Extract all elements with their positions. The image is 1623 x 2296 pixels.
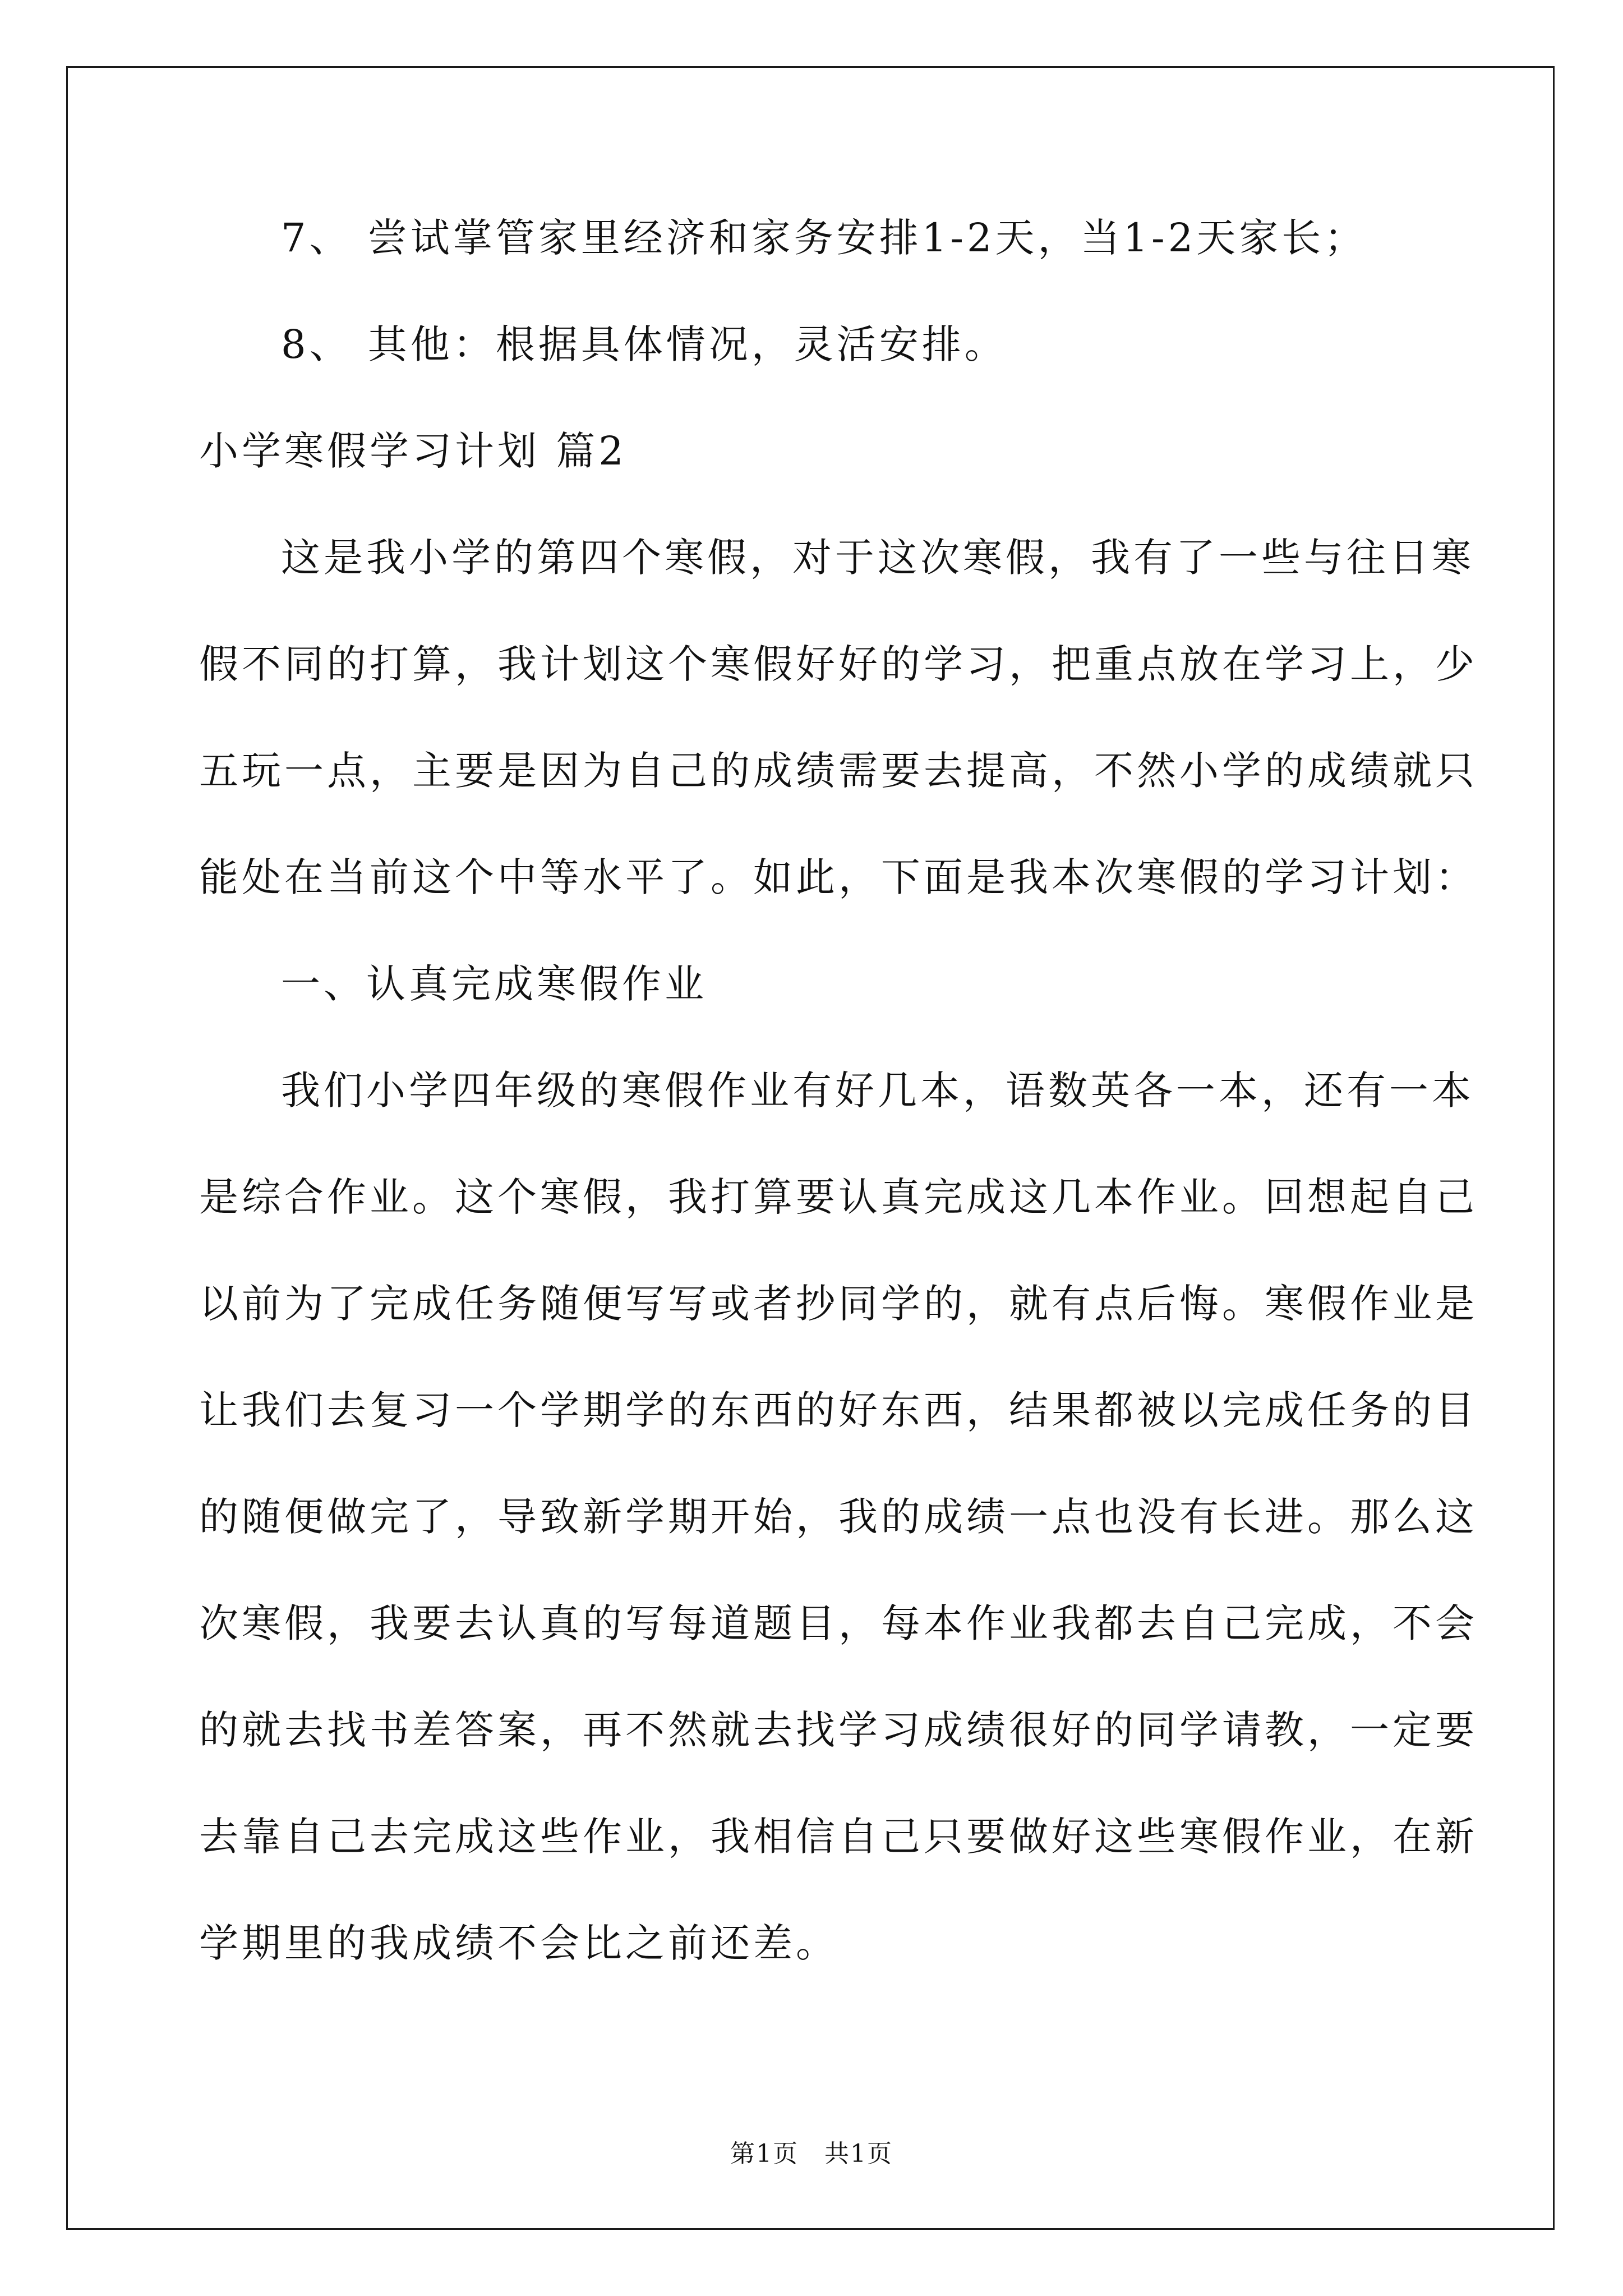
paragraph-line: 以前为了完成任务随便写写或者抄同学的，就有点后悔。寒假作业是	[199, 1281, 1478, 1327]
paragraph-line: 是综合作业。这个寒假，我打算要认真完成这几本作业。回想起自己	[199, 1174, 1478, 1220]
paragraph-line: 假不同的打算，我计划这个寒假好好的学习，把重点放在学习上，少	[199, 641, 1478, 687]
paragraph-line: 的随便做完了，导致新学期开始，我的成绩一点也没有长进。那么这	[199, 1494, 1478, 1540]
subheading: 一、认真完成寒假作业	[281, 961, 707, 1007]
paragraph-homework	[199, 1064, 1478, 1970]
paragraph-line: 我们小学四年级的寒假作业有好几本，语数英各一本，还有一本	[281, 1068, 1474, 1114]
paragraph-line: 的就去找书差答案，再不然就去找学习成绩很好的同学请教，一定要	[199, 1707, 1478, 1753]
paragraph-line: 次寒假，我要去认真的写每道题目，每本作业我都去自己完成，不会	[199, 1600, 1478, 1646]
paragraph-line: 能处在当前这个中等水平了。如此，下面是我本次寒假的学习计划：	[199, 854, 1478, 900]
section-heading: 小学寒假学习计划 篇2	[199, 428, 627, 474]
paragraph-line: 五玩一点，主要是因为自己的成绩需要去提高，不然小学的成绩就只	[199, 748, 1478, 794]
paragraph-line: 学期里的我成绩不会比之前还差。	[199, 1920, 838, 1966]
list-item-8: 8、 其他：根据具体情况，灵活安排。	[281, 321, 1007, 367]
paragraph-line: 让我们去复习一个学期学的东西的好东西，结果都被以完成任务的目	[199, 1387, 1478, 1433]
document-body	[199, 211, 1478, 2023]
paragraph-line: 去靠自己去完成这些作业，我相信自己只要做好这些寒假作业，在新	[199, 1814, 1478, 1860]
page-footer: 第1页 共1页	[730, 2139, 893, 2168]
paragraph-intro	[199, 531, 1478, 904]
paragraph-line: 这是我小学的第四个寒假，对于这次寒假，我有了一些与往日寒	[281, 535, 1474, 581]
list-item-7: 7、 尝试掌管家里经济和家务安排1-2天，当1-2天家长；	[281, 215, 1367, 261]
